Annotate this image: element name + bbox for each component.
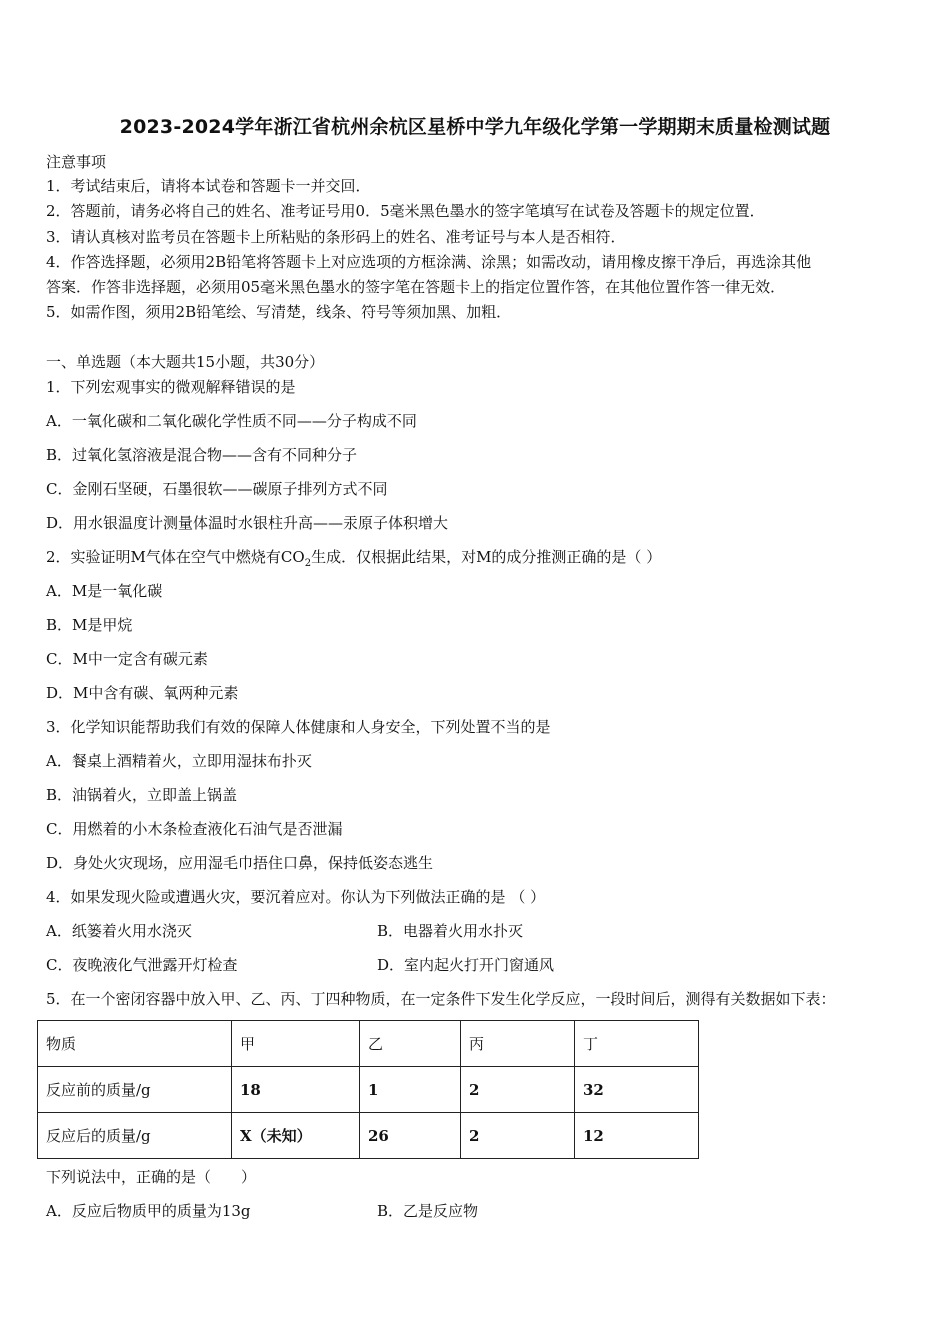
- table-cell: 12: [575, 1113, 699, 1159]
- q1-option-b: B．过氧化氢溶液是混合物——含有不同种分子: [46, 446, 358, 464]
- notice-item: 3．请认真核对监考员在答题卡上所粘贴的条形码上的姓名、准考证号与本人是否相符．: [46, 228, 626, 246]
- q3-option-b: B．油锅着火，立即盖上锅盖: [46, 786, 238, 804]
- q2-option-d: D．M中含有碳、氧两种元素: [46, 684, 239, 702]
- table-cell: 26: [360, 1113, 461, 1159]
- question-2-stem: [46, 547, 661, 574]
- q4-option-d: D．室内起火打开门窗通风: [377, 956, 555, 974]
- q2-stem-after: 生成．仅根据此结果，对M的成分推测正确的是（ ）: [311, 548, 662, 566]
- table-row: [38, 1113, 699, 1159]
- table-header-cell: 丙: [461, 1021, 575, 1067]
- q5-followup: 下列说法中，正确的是（ ）: [46, 1168, 257, 1186]
- question-1-stem: 1．下列宏观事实的微观解释错误的是: [46, 378, 296, 396]
- q3-option-a: A．餐桌上酒精着火，立即用湿抹布扑灭: [46, 752, 312, 770]
- table-cell: 2: [461, 1067, 575, 1113]
- question-5-stem: 5．在一个密闭容器中放入甲、乙、丙、丁四种物质，在一定条件下发生化学反应，一段时间后，测得有关数据如下表：: [46, 990, 836, 1008]
- page-title: 2023-2024学年浙江省杭州余杭区星桥中学九年级化学第一学期期末质量检测试题: [119, 116, 831, 138]
- q4-option-a: A．纸篓着火用水浇灭: [46, 922, 192, 940]
- q4-option-b: B．电器着火用水扑灭: [377, 922, 524, 940]
- q3-option-d: D．身处火灾现场，应用湿毛巾捂住口鼻，保持低姿态逃生: [46, 854, 434, 872]
- table-cell: 反应后的质量/g: [38, 1113, 232, 1159]
- notice-item: 4．作答选择题，必须用2B铅笔将答题卡上对应选项的方框涂满、涂黑；如需改动，请用橡皮擦干净后，再选涂其他: [46, 253, 812, 271]
- q2-option-b: B．M是甲烷: [46, 616, 133, 634]
- table-header-cell: 甲: [232, 1021, 360, 1067]
- table-header-cell: 丁: [575, 1021, 699, 1067]
- notice-item: 答案．作答非选择题，必须用05毫米黑色墨水的签字笔在答题卡上的指定位置作答，在其他位置作答一律无效．: [46, 278, 786, 296]
- table-cell: 18: [232, 1067, 360, 1113]
- section-heading: 一、单选题（本大题共15小题，共30分）: [46, 353, 325, 371]
- q1-option-d: D．用水银温度计测量体温时水银柱升高——汞原子体积增大: [46, 514, 449, 532]
- q1-option-a: A．一氧化碳和二氧化碳化学性质不同——分子构成不同: [46, 412, 417, 430]
- q3-option-c: C．用燃着的小木条检查液化石油气是否泄漏: [46, 820, 343, 838]
- notice-heading: 注意事项: [46, 153, 107, 171]
- table-cell: 2: [461, 1113, 575, 1159]
- table-cell: 反应前的质量/g: [38, 1067, 232, 1113]
- table-cell: X（未知）: [232, 1113, 360, 1159]
- q2-option-c: C．M中一定含有碳元素: [46, 650, 208, 668]
- table-header-cell: 乙: [360, 1021, 461, 1067]
- table-cell: 32: [575, 1067, 699, 1113]
- notice-item: 1．考试结束后，请将本试卷和答题卡一并交回．: [46, 177, 371, 195]
- q2-stem-before: 2．实验证明M气体在空气中燃烧有CO: [46, 548, 305, 566]
- notice-item: 2．答题前，请务必将自己的姓名、准考证号用0．5毫米黑色墨水的签字笔填写在试卷及答题卡的规定位置．: [46, 202, 765, 220]
- table-cell: 1: [360, 1067, 461, 1113]
- q1-option-c: C．金刚石坚硬，石墨很软——碳原子排列方式不同: [46, 480, 388, 498]
- table-header-cell: 物质: [38, 1021, 232, 1067]
- q4-option-c: C．夜晚液化气泄露开灯检查: [46, 956, 238, 974]
- question-4-stem: 4．如果发现火险或遭遇火灾，要沉着应对。你认为下列做法正确的是 （ ）: [46, 888, 546, 906]
- table-header-row: [38, 1021, 699, 1067]
- q2-stem-subscript: 2: [304, 558, 312, 569]
- q5-option-a: A．反应后物质甲的质量为13g: [46, 1202, 251, 1220]
- table-row: [38, 1067, 699, 1113]
- q5-option-b: B．乙是反应物: [377, 1202, 479, 1220]
- notice-item: 5．如需作图，须用2B铅笔绘、写清楚，线条、符号等须加黑、加粗．: [46, 303, 512, 321]
- mass-data-table: [37, 1020, 699, 1159]
- question-3-stem: 3．化学知识能帮助我们有效的保障人体健康和人身安全，下列处置不当的是: [46, 718, 551, 736]
- q2-option-a: A．M是一氧化碳: [46, 582, 163, 600]
